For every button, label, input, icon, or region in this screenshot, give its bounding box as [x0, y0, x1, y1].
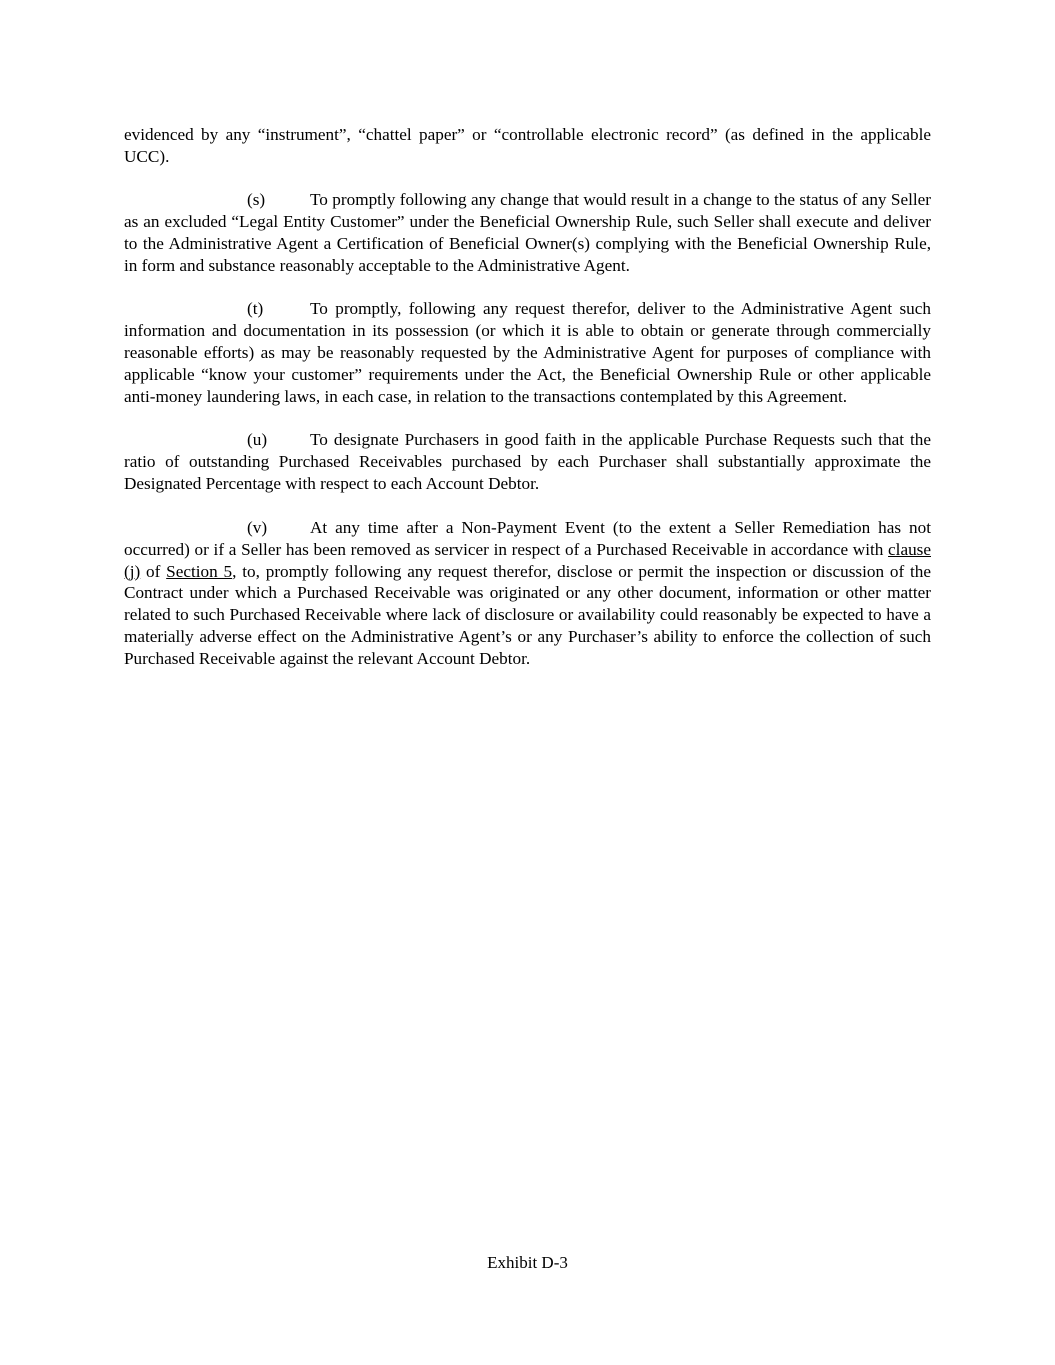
- clause-label: (u): [247, 430, 268, 450]
- section-reference: Section 5: [166, 561, 233, 581]
- clause-text-of: of: [140, 561, 167, 581]
- clause-s: [124, 189, 931, 277]
- document-body: [124, 124, 931, 692]
- clause-text: To designate Purchasers in good faith in the applicable Purchase Requests such that the ratio of outstanding Purchased Receivables purchased by each Purchaser shall substantially approximate the Designated Percentage with respect to each Account Debtor.: [124, 430, 931, 494]
- clause-u: [124, 429, 931, 495]
- clause-label: (v): [247, 517, 268, 537]
- clause-reference: clause (j): [124, 539, 931, 581]
- clause-text-before: At any time after a Non-Payment Event (to the extent a Seller Remediation has not occurred) or if a Seller has been removed as servicer in respect of a Purchased Receivable in accordance with: [124, 517, 931, 559]
- clause-v: [124, 517, 931, 670]
- page-footer: Exhibit D-3: [487, 1253, 568, 1272]
- clause-text: To promptly following any change that would result in a change to the status of any Seller as an excluded “Legal Entity Customer” under the Beneficial Ownership Rule, such Seller shall execute and deliver to the Administrative Agent a Certification of Beneficial Owner(s) complying with the Beneficial Ownership Rule, in form and substance reasonably acceptable to the Administrative Agent.: [124, 190, 931, 276]
- continuation-paragraph: evidenced by any “instrument”, “chattel paper” or “controllable electronic record” (as defined in the applicable UCC).: [124, 125, 931, 166]
- clause-label: (s): [247, 190, 266, 210]
- clause-text-after: , to, promptly following any request therefor, disclose or permit the inspection or discussion of the Contract under which a Purchased Receivable was originated or any other document, information or other matter related to such Purchased Receivable where lack of disclosure or availability could reasonably be expected to have a materially adverse effect on the Administrative Agent’s or any Purchaser’s ability to enforce the collection of such Purchased Receivable against the relevant Account Debtor.: [124, 561, 931, 669]
- clause-text: To promptly, following any request therefor, deliver to the Administrative Agent such information and documentation in its possession (or which it is able to obtain or generate through commercially reasonable efforts) as may be reasonably requested by the Administrative Agent for purposes of compliance with applicable “know your customer” requirements under the Act, the Beneficial Ownership Rule or other applicable anti-money laundering laws, in each case, in relation to the transactions contemplated by this Agreement.: [124, 299, 931, 407]
- clause-t: [124, 298, 931, 408]
- clause-label: (t): [247, 299, 264, 319]
